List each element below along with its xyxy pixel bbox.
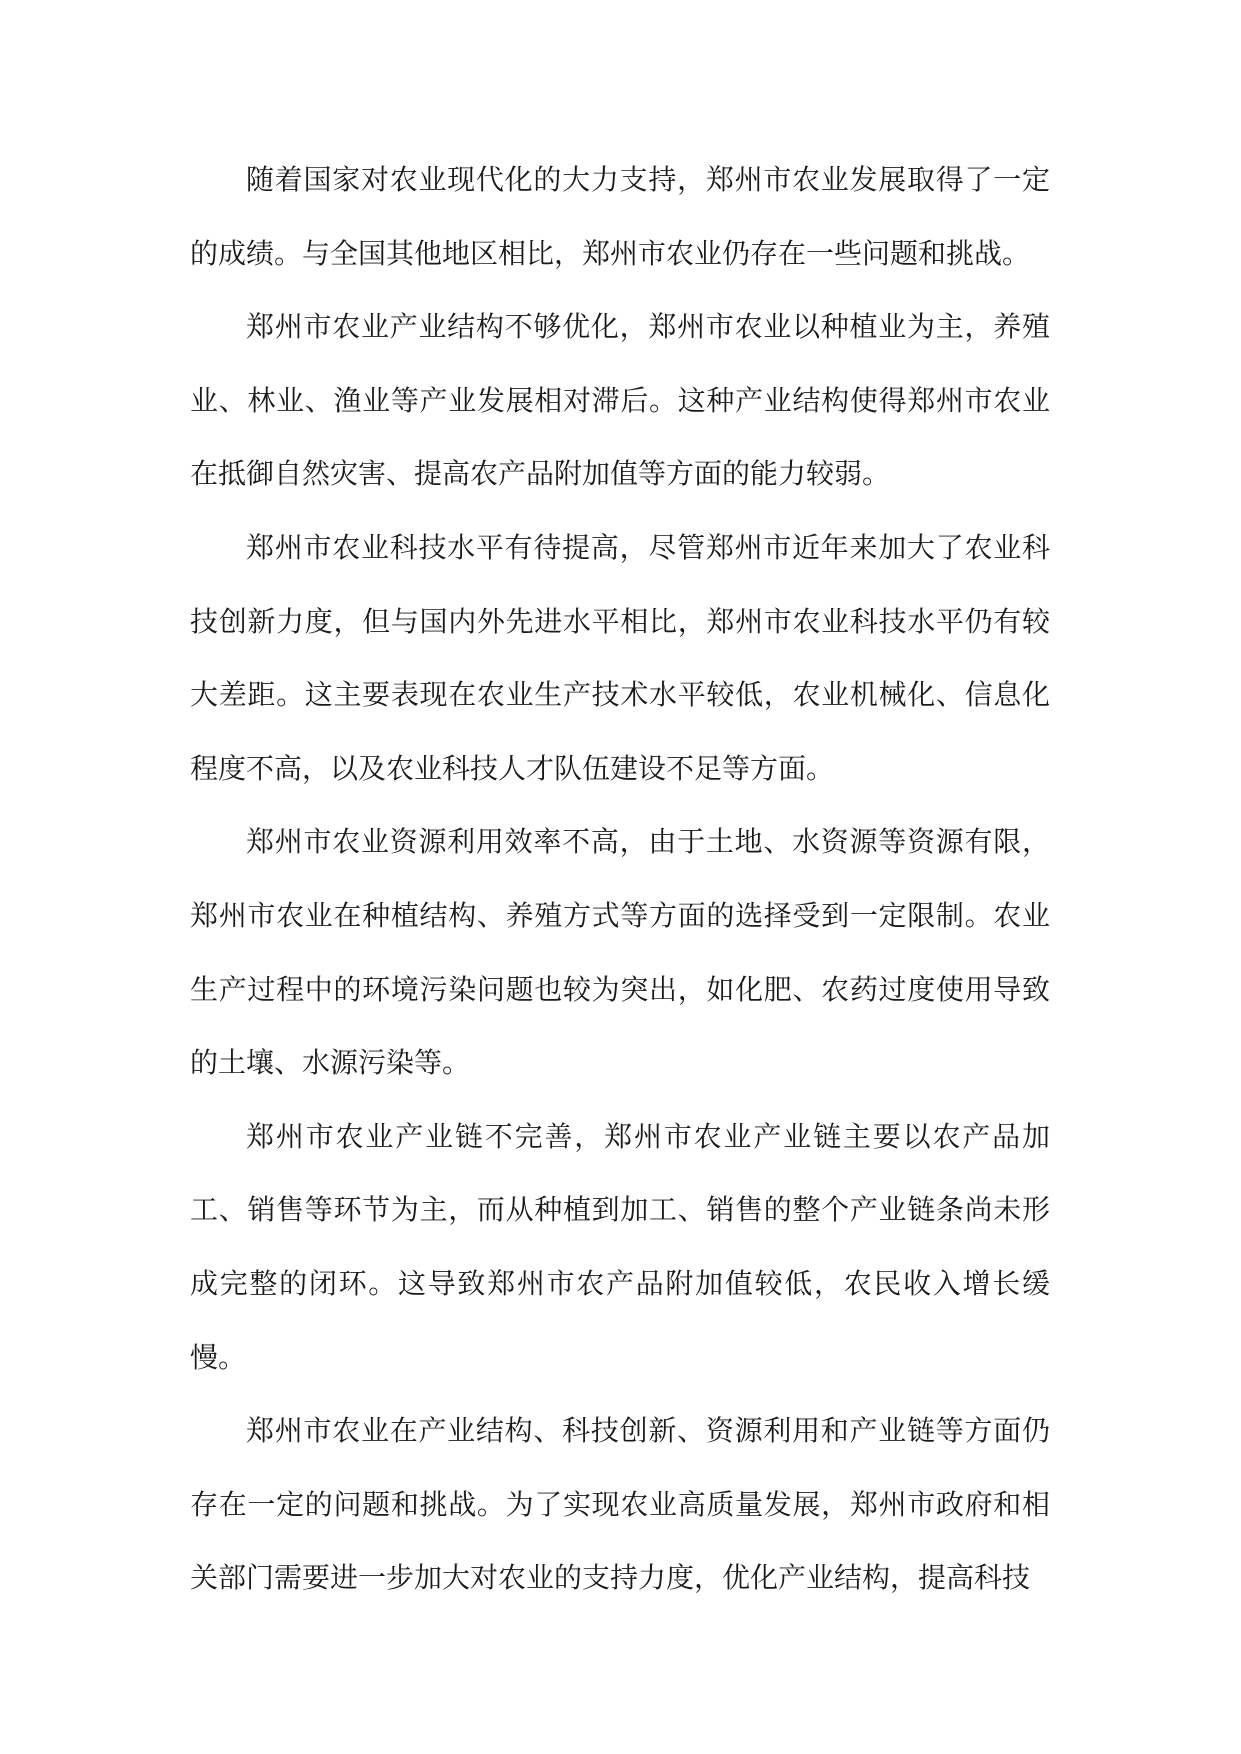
paragraph-industry-chain: 郑州市农业产业链不完善，郑州市农业产业链主要以农产品加工、销售等环节为主，而从种植到加工、销售的整个产业链条尚未形成完整的闭环。这导致郑州市农产品附加值较低，农民收入增长缓慢。 [190, 1119, 1050, 1374]
paragraph-industry-structure: 郑州市农业产业结构不够优化，郑州市农业以种植业为主，养殖业、林业、渔业等产业发展相对滞后。这种产业结构使得郑州市农业在抵御自然灾害、提高农产品附加值等方面的能力较弱。 [190, 310, 1050, 491]
paragraph-intro: 随着国家对农业现代化的大力支持，郑州市农业发展取得了一定的成绩。与全国其他地区相比，郑州市农业仍存在一些问题和挑战。 [190, 163, 1050, 270]
document-body [190, 143, 1050, 1615]
paragraph-summary: 郑州市农业在产业结构、科技创新、资源利用和产业链等方面仍存在一定的问题和挑战。为了实现农业高质量发展，郑州市政府和相关部门需要进一步加大对农业的支持力度，优化产业结构，提高科技 [190, 1414, 1050, 1595]
paragraph-resource-efficiency: 郑州市农业资源利用效率不高，由于土地、水资源等资源有限，郑州市农业在种植结构、养殖方式等方面的选择受到一定限制。农业生产过程中的环境污染问题也较为突出，如化肥、农药过度使用导致的土壤、水源污染等。 [190, 825, 1050, 1080]
paragraph-technology-level: 郑州市农业科技水平有待提高，尽管郑州市近年来加大了农业科技创新力度，但与国内外先进水平相比，郑州市农业科技水平仍有较大差距。这主要表现在农业生产技术水平较低，农业机械化、信息化程度不高，以及农业科技人才队伍建设不足等方面。 [190, 530, 1050, 785]
